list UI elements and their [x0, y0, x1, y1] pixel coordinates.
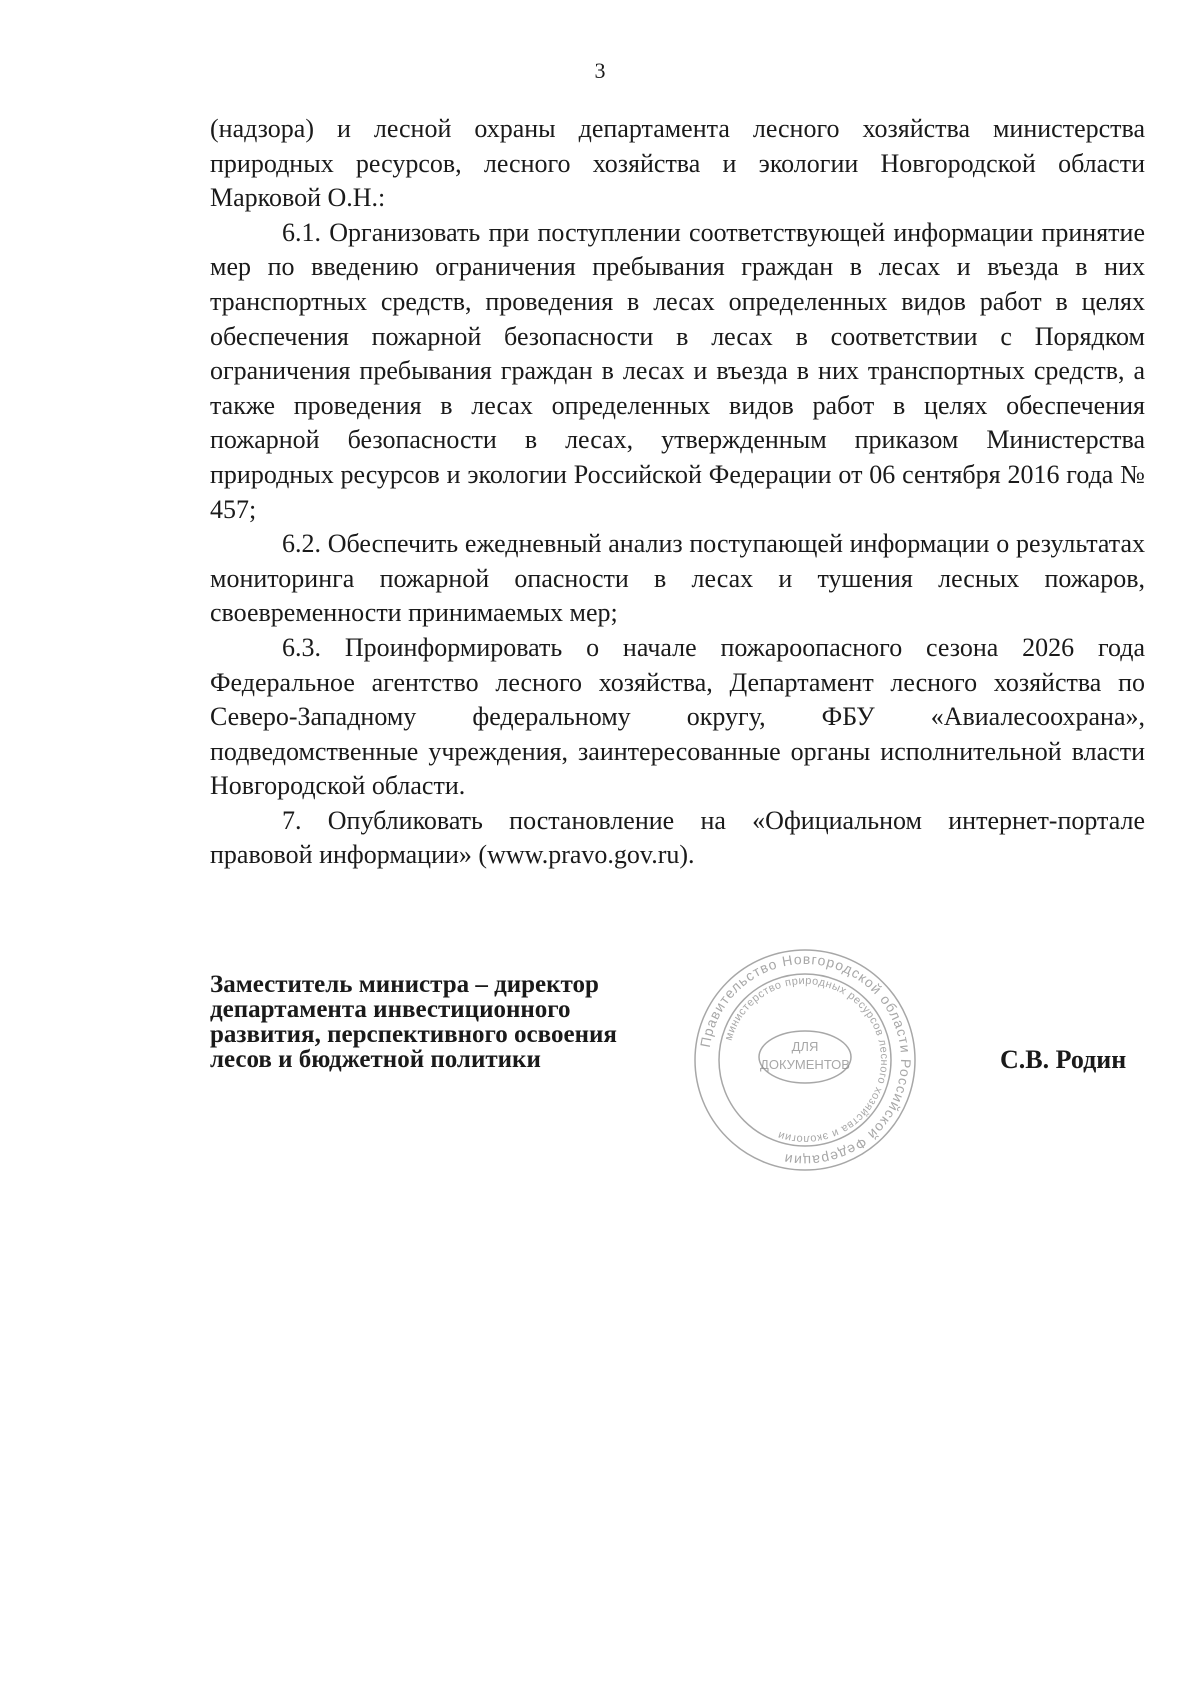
page-number: 3 — [594, 58, 606, 83]
paragraph-7: 7. Опубликовать постановление на «Официальном интернет-портале правовой информации» (www.pravo.gov.ru). — [210, 805, 1145, 870]
seal-center-line2: ДОКУМЕНТОВ — [760, 1057, 850, 1072]
signatory-position-line: Заместитель министра – директор — [210, 971, 599, 998]
signatory-position-line: департамента инвестиционного — [210, 996, 571, 1023]
signatory-position — [210, 972, 690, 1072]
paragraph-6-2: 6.2. Обеспечить ежедневный анализ поступающей информации о результатах мониторинга пожарной опасности в лесах и тушения лесных пожаров, своевременности принимаемых мер; — [210, 529, 1145, 628]
paragraph-intro: (надзора) и лесной охраны департамента лесного хозяйства министерства природных ресурсов, лесного хозяйства и экологии Новгородской области Марковой О.Н.: — [210, 114, 1145, 213]
seal-inner-text: министерство природных ресурсов лесного хозяйства и экологии — [722, 974, 891, 1146]
paragraph-6-1: 6.1. Организовать при поступлении соответствующей информации принятие мер по введению ограничения пребывания граждан в лесах и въезда в них транспортных средств, проведения в лесах определенных видов работ в целях обеспечения пожарной безопасности в лесах в соответствии с Порядком ограничения пребывания граждан в лесах и въезда в них транспортных средств, а также проведения в лесах определенных видов работ в целях обеспечения пожарной безопасности в лесах, утвержденным приказом Министерства природных ресурсов и экологии Российской Федерации от 06 сентября 2016 года № 457; — [210, 217, 1145, 524]
paragraph-6-3: 6.3. Проинформировать о начале пожароопасного сезона 2026 года Федеральное агентство лесного хозяйства, Департамент лесного хозяйства по Северо-Западному федеральному округу, ФБУ «Авиалесоохрана», подведомственные учреждения, заинтересованные органы исполнительной власти Новгородской области. — [210, 632, 1145, 801]
signatory-position-line: лесов и бюджетной политики — [210, 1046, 541, 1073]
document-body — [210, 112, 1145, 873]
signatory-position-line: развития, перспективного освоения — [210, 1021, 617, 1048]
seal-outer-text: Правительство Новгородской области Российской Федерации — [696, 950, 915, 1170]
official-seal-stamp — [690, 945, 920, 1175]
signatory-name: С.В. Родин — [1000, 1045, 1127, 1074]
seal-center-line1: ДЛЯ — [791, 1039, 819, 1054]
